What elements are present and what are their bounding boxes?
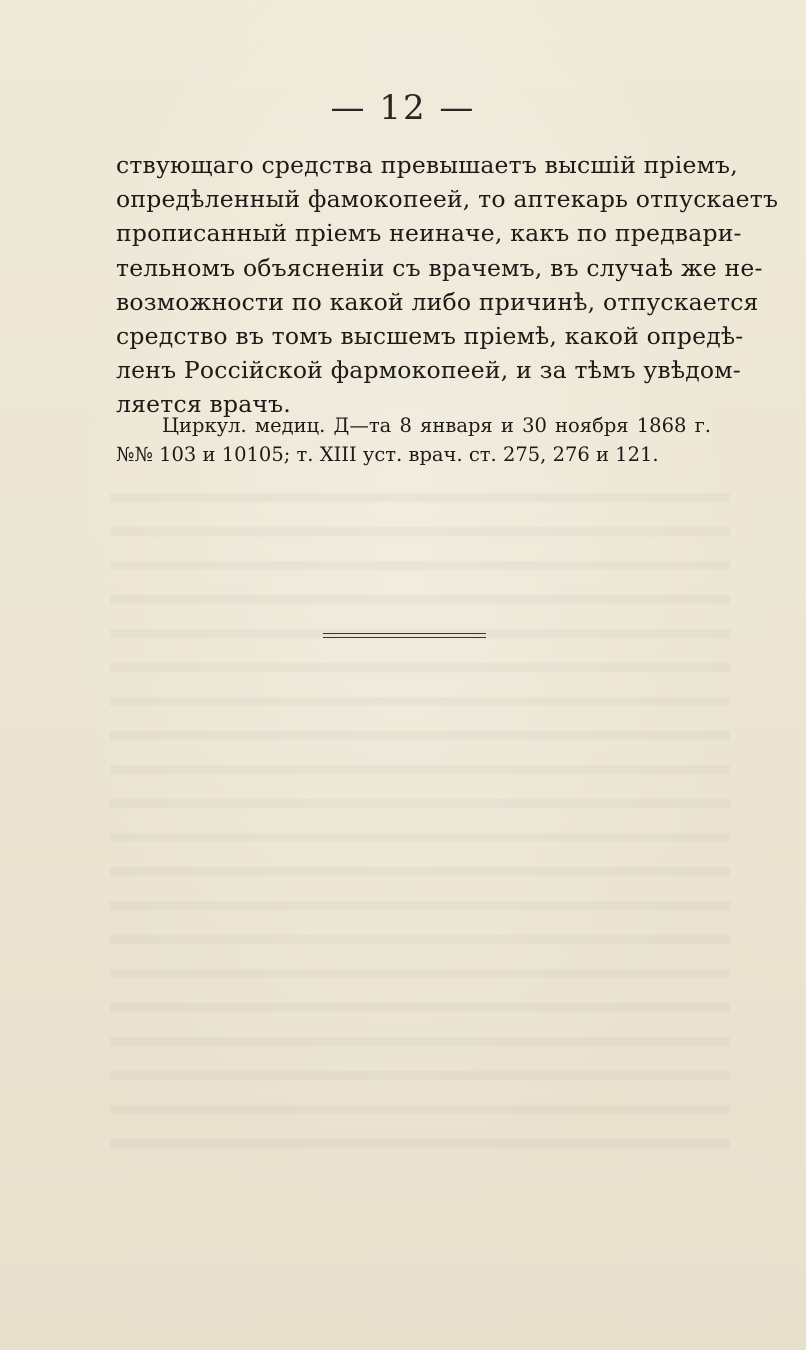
citation-note — [116, 412, 711, 469]
text-line: ленъ Россійской фармокопеей, и за тѣмъ увѣдом- — [116, 356, 741, 385]
text-line: тельномъ объясненіи съ врачемъ, въ случаѣ же не- — [116, 253, 763, 282]
text-line: прописанный пріемъ неиначе, какъ по предвари- — [116, 219, 742, 248]
text-line: средство въ томъ высшемъ пріемѣ, какой опредѣ- — [116, 321, 744, 350]
section-separator — [323, 633, 486, 638]
text-line: ствующаго средства превышаетъ высшій пріемъ, — [116, 151, 738, 179]
page-number: — 12 — — [330, 88, 476, 128]
text-line: опредѣленный фамокопеей, то аптекарь отпускаетъ — [116, 185, 779, 214]
citation-line: №№ 103 и 10105; т. XIII уст. врач. ст. 275, 276 и 121. — [116, 442, 659, 466]
body-paragraph — [116, 148, 779, 422]
paper-show-through — [110, 470, 730, 1150]
citation-line: Циркул. медиц. Д—та 8 января и 30 ноября 1868 г. — [162, 414, 711, 437]
text-line: ляется врачъ. — [116, 390, 291, 419]
text-line: возможности по какой либо причинѣ, отпускается — [116, 287, 759, 316]
